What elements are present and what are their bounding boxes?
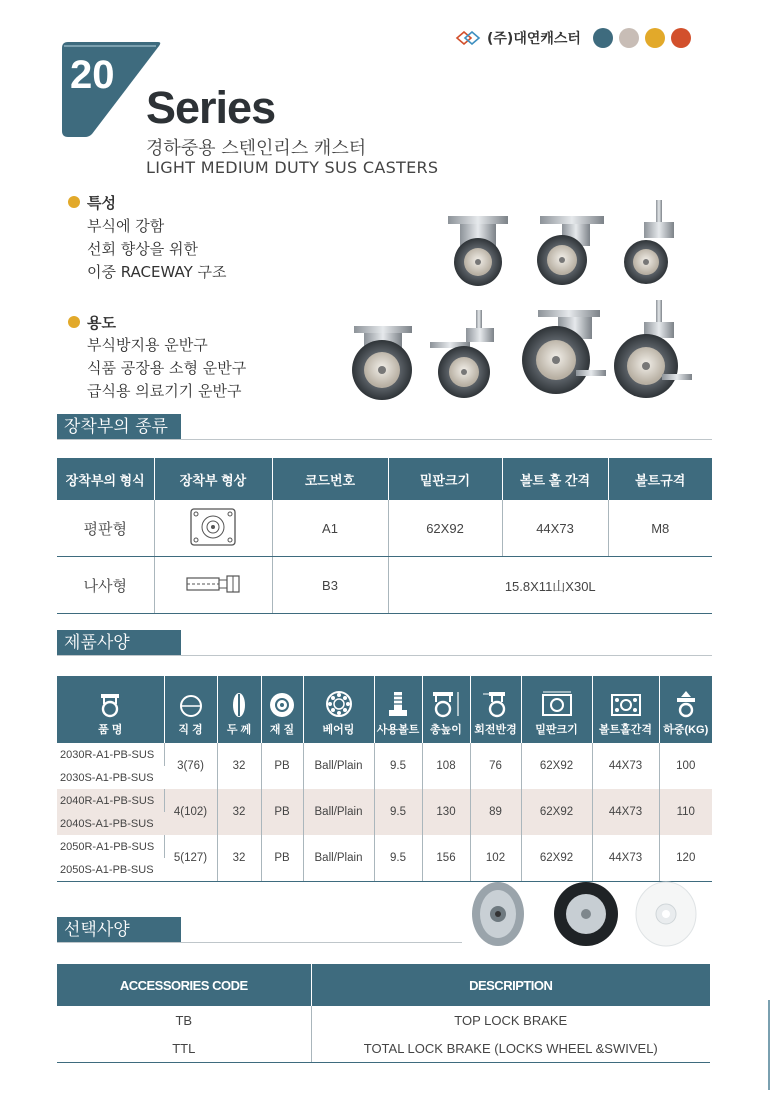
brand-header xyxy=(455,27,691,49)
bolt-cell: 9.5 xyxy=(374,789,422,835)
table-header: 사용볼트 xyxy=(376,724,420,736)
radius-cell: 89 xyxy=(470,789,521,835)
caster-product-images xyxy=(350,200,720,410)
diameter-cell: 5(127) xyxy=(164,835,217,882)
table-row xyxy=(57,500,712,557)
table-row xyxy=(57,1006,710,1034)
height-cell: 156 xyxy=(422,835,470,882)
section-divider xyxy=(57,655,712,656)
mount-type-cell: 평판형 xyxy=(57,500,154,557)
table-header-material xyxy=(261,676,303,743)
plate-size-cell: 62X92 xyxy=(388,500,502,557)
series-title-ko: 경하중용 스텐인리스 캐스터 xyxy=(146,138,367,159)
caster-icon xyxy=(98,692,122,718)
thickness-icon xyxy=(232,692,246,718)
table-header: 볼트 홀 간격 xyxy=(502,458,608,500)
product-name-cell: 2030S-A1-PB-SUS xyxy=(60,771,154,784)
accessory-code-cell: TTL xyxy=(57,1034,311,1063)
series-title: Series xyxy=(146,82,276,133)
table-header-swivel-radius xyxy=(470,676,521,743)
table-header: 장착부의 형식 xyxy=(57,458,154,500)
threaded-stem-icon xyxy=(185,574,241,594)
table-header: 품 명 xyxy=(98,724,123,736)
feature-line: 이중 RACEWAY 구조 xyxy=(87,263,227,281)
section-divider xyxy=(57,439,712,440)
thickness-cell: 32 xyxy=(217,789,261,835)
plate-size-cell: 62X92 xyxy=(521,835,592,882)
table-header: 두 께 xyxy=(226,724,252,736)
wheel-option-images xyxy=(470,880,710,948)
caster-threaded-brake-image xyxy=(430,310,494,398)
radius-cell: 102 xyxy=(470,835,521,882)
wheel-white-image xyxy=(636,882,696,946)
table-header-diameter xyxy=(164,676,217,743)
height-cell: 108 xyxy=(422,743,470,789)
caster-rigid-plate-image xyxy=(448,216,508,286)
table-header: 하중(KG) xyxy=(663,724,709,736)
caster-rigid-plate-large-image xyxy=(352,326,412,400)
product-name-cell: 2040R-A1-PB-SUS xyxy=(57,789,164,812)
table-header-name xyxy=(57,676,164,743)
table-header: 베어링 xyxy=(322,724,355,736)
diameter-cell: 3(76) xyxy=(164,743,217,789)
table-header-bolt xyxy=(374,676,422,743)
table-header: 총높이 xyxy=(430,724,462,736)
height-cell: 130 xyxy=(422,789,470,835)
total-height-icon xyxy=(431,690,461,718)
plate-size-cell: 62X92 xyxy=(521,789,592,835)
bolt-hole-spacing-icon xyxy=(609,690,643,718)
table-header-thickness xyxy=(217,676,261,743)
mount-type-table xyxy=(57,458,712,614)
load-icon xyxy=(673,690,699,718)
table-header: DESCRIPTION xyxy=(311,964,710,1006)
plate-size-cell: 62X92 xyxy=(521,743,592,789)
product-name-cell: 2030R-A1-PB-SUS xyxy=(57,743,164,766)
table-header: 코드번호 xyxy=(272,458,388,500)
bolt-hole-cell: 44X73 xyxy=(502,500,608,557)
thread-spec-cell: 15.8X11山X30L xyxy=(388,557,712,614)
spec-table xyxy=(57,676,712,882)
brand-name: (주)대연캐스터 xyxy=(487,31,581,47)
mount-shape-cell xyxy=(154,500,272,557)
bolt-icon xyxy=(387,690,409,718)
section-tab-options: 선택사양 xyxy=(57,917,181,943)
series-title-en: LIGHT MEDIUM DUTY SUS CASTERS xyxy=(146,158,439,177)
color-dot-red xyxy=(671,28,691,48)
product-name-cell: 2050S-A1-PB-SUS xyxy=(57,858,164,882)
series-number: 20 xyxy=(70,53,115,97)
bearing-cell: Ball/Plain xyxy=(303,743,374,789)
brand-logo-icon xyxy=(455,31,483,45)
uses-bullet-icon xyxy=(68,316,80,328)
wheel-black-image xyxy=(554,882,618,946)
product-name-cell: 2040S-A1-PB-SUS xyxy=(57,812,164,835)
table-header-row xyxy=(57,676,712,743)
color-dot-yellow xyxy=(645,28,665,48)
table-row xyxy=(57,1034,710,1063)
bolt-spec-cell: M8 xyxy=(608,500,712,557)
uses-heading: 용도 xyxy=(87,314,116,332)
bolt-hole-cell: 44X73 xyxy=(592,789,659,835)
bolt-hole-cell: 44X73 xyxy=(592,835,659,882)
accessories-table xyxy=(57,964,710,1063)
section-tab-mount-types: 장착부의 종류 xyxy=(57,414,181,440)
material-cell: PB xyxy=(261,743,303,789)
section-divider xyxy=(57,942,462,943)
accessory-desc-cell: TOP LOCK BRAKE xyxy=(454,1012,568,1028)
table-header-bolt-hole xyxy=(592,676,659,743)
table-header-load xyxy=(659,676,712,743)
caster-swivel-plate-image xyxy=(537,216,604,285)
features-heading: 특성 xyxy=(87,194,116,212)
table-row xyxy=(57,743,712,766)
thickness-cell: 32 xyxy=(217,743,261,789)
load-cell: 110 xyxy=(659,789,712,835)
product-name-cell: 2050R-A1-PB-SUS xyxy=(57,835,164,858)
bearing-cell: Ball/Plain xyxy=(303,789,374,835)
table-header: 볼트규격 xyxy=(608,458,712,500)
use-line: 부식방지용 운반구 xyxy=(87,336,208,354)
code-cell: A1 xyxy=(272,500,388,557)
bolt-cell: 9.5 xyxy=(374,835,422,882)
table-header-plate-size xyxy=(521,676,592,743)
caster-threaded-image xyxy=(624,200,674,284)
bearing-cell: Ball/Plain xyxy=(303,835,374,882)
thickness-cell: 32 xyxy=(217,835,261,882)
use-line: 식품 공장용 소형 운반구 xyxy=(87,359,247,377)
section-tab-specs: 제품사양 xyxy=(57,630,181,656)
mount-type-cell: 나사형 xyxy=(57,557,154,614)
color-dot-teal xyxy=(593,28,613,48)
table-header: 직 경 xyxy=(178,724,203,736)
color-dot-beige xyxy=(619,28,639,48)
table-header: 밑판크기 xyxy=(388,458,502,500)
accessory-desc-cell: TOTAL LOCK BRAKE (LOCKS WHEEL &SWIVEL) xyxy=(311,1034,710,1063)
use-line: 급식용 의료기기 운반구 xyxy=(87,382,242,400)
table-header-bearing xyxy=(303,676,374,743)
load-cell: 120 xyxy=(659,835,712,882)
material-cell: PB xyxy=(261,835,303,882)
page-edge-marker xyxy=(768,1000,770,1090)
mount-shape-cell xyxy=(154,557,272,614)
table-header: 재 질 xyxy=(269,724,295,736)
material-cell: PB xyxy=(261,789,303,835)
wheel-transparent-image xyxy=(472,882,524,946)
bearing-icon xyxy=(325,690,353,718)
caster-swivel-brake-image xyxy=(522,310,606,394)
diameter-icon xyxy=(179,694,203,718)
plate-size-icon xyxy=(540,690,574,718)
table-row xyxy=(57,557,712,614)
table-header-row xyxy=(57,458,712,500)
table-header: ACCESSORIES CODE xyxy=(57,964,311,1006)
diameter-cell: 4(102) xyxy=(164,789,217,835)
bolt-hole-cell: 44X73 xyxy=(592,743,659,789)
bolt-cell: 9.5 xyxy=(374,743,422,789)
code-cell: B3 xyxy=(272,557,388,614)
table-header-row xyxy=(57,964,710,1006)
accessory-code-cell: TB xyxy=(57,1006,311,1034)
plate-icon xyxy=(188,507,238,547)
table-header: 밑판크기 xyxy=(535,724,578,736)
material-icon xyxy=(269,692,295,718)
swivel-radius-icon xyxy=(481,690,511,718)
load-cell: 100 xyxy=(676,760,696,772)
feature-line: 선회 향상을 위한 xyxy=(87,240,198,258)
table-row xyxy=(57,789,712,812)
table-header: 볼트홀간격 xyxy=(598,724,653,736)
table-header: 회전반경 xyxy=(474,724,517,736)
caster-threaded-total-lock-image xyxy=(614,300,692,398)
table-row xyxy=(57,835,712,858)
table-header-height xyxy=(422,676,470,743)
feature-line: 부식에 강함 xyxy=(87,217,165,235)
table-header: 장착부 형상 xyxy=(154,458,272,500)
radius-cell: 76 xyxy=(470,743,521,789)
feature-bullet-icon xyxy=(68,196,80,208)
